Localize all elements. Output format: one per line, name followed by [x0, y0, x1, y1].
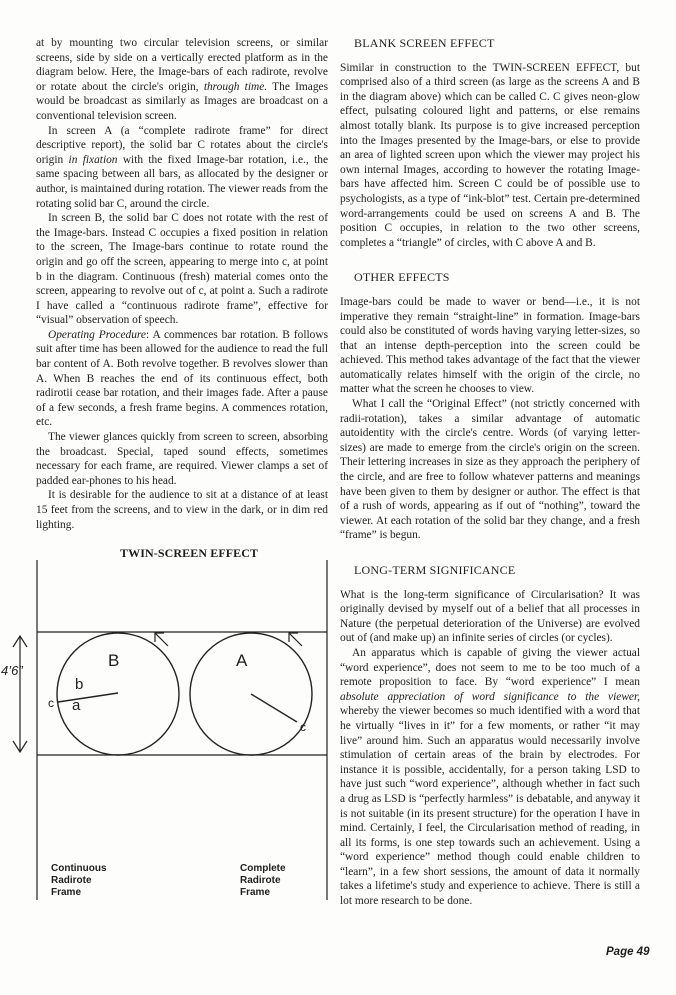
label-a-screen: A [236, 651, 248, 670]
left-column [36, 36, 328, 532]
section-heading: OTHER EFFECTS [354, 270, 450, 285]
section-heading: LONG-TERM SIGNIFICANCE [354, 563, 516, 577]
section-heading: BLANK SCREEN EFFECT [354, 36, 495, 50]
label-c-right: c [300, 720, 306, 734]
paragraph: An apparatus which is capable of giving the viewer actual “word experience”, does not seem to me to be too much of a remote proposition to face. By “word experience” I mean absolute appreciation of word significance to the viewer, whereby the viewer becomes so much identified with a word that he virtually “lives in it” for a few moments, or rather “it may live” around him. Such an apparatus would necessarily involve stimulation of certain areas of the brain by electrodes. For instance it is possible, accidentally, for a person taking LSD to have just such “word experience”, although whether in fact such a drug as LSD is “perfectly harmless” is debatable, and anyway it is not suitable (in its present structure) for the operation I have in mind. Certainly, I feel, the Circularisation method of reading, in all its forms, is one step towards such an achievement. Using a “word experience” method though could enable children to “learn”, in a few short sessions, the amount of data it normally takes a lifetime's study and experience to achieve. There is still a lot more research to be done. [340, 646, 640, 908]
paragraph: The viewer glances quickly from screen to screen, absorbing the broadcast. Special, taped sound effects, sometimes necessary for each frame, are required. Viewer clamps a set of padded ear-phones to his head. [36, 431, 328, 487]
caption-left: Continuous Radirote Frame [51, 863, 107, 898]
label-b-screen: B [108, 651, 120, 670]
diagram-drawing [0, 560, 340, 900]
height-label: 4’6” [1, 663, 23, 678]
right-column [340, 36, 640, 909]
diagram-title: TWIN-SCREEN EFFECT [120, 546, 259, 560]
label-point-a: a [72, 697, 81, 714]
paragraph: What I call the “Original Effect” (not strictly concerned with radii-rotation), takes a similar advantage of automatic autoidentity with the circle's centre. Words (of varying letter-sizes) are made to emerge from the circle's origin on the screen. Their lettering increases in size as they approach the periphery of the circle, and are free to follow whatever patterns and meanings have been given to them by designer or author. The effect is that of a rush of words, appearing as if out of “nothing”, toward the viewer. At each rotation of the solid bar they change, and a fresh “frame” is begun. [340, 398, 640, 542]
paragraph: at by mounting two circular television screens, or similar screens, side by side on a vertically erected platform as in the diagram below. Here, the Image-bars of each radirote, revolve or rotate about the circle's origin, through time. The Images would be broadcast as similarly as Images are broadcast on a conventional television screen. [36, 37, 328, 122]
paragraph: In screen A (a “complete radirote frame” for direct descriptive report), the solid bar C rotates about the circle's origin in fixation with the fixed Image-bar rotation, i.e., the same spacing between all bars, as allocated by the designer or author, is maintained during rotation. The viewer reads from the rotating solid bar C, around the circle. [36, 124, 329, 210]
paragraph: Operating Procedure: A commences bar rotation. B follows suit after time has been allowed for the audience to read the full bar content of A. Both revolve together. B revolves slower than A. When B reaches the end of its continuous effect, both radirotii cease bar rotation, and their images fade. After a pause of a few seconds, a fresh frame begins. A commences rotation, etc. [36, 328, 329, 429]
caption-right: Complete Radirote Frame [240, 863, 286, 898]
paragraph: Similar in construction to the TWIN-SCREEN EFFECT, but comprised also of a third screen (as large as the screens A and B in the diagram above) which can be called C. C gives neon-glow effect, pulsating coloured light and patterns, or else remains almost totally blank. Its purpose is to give increased perception into the Images presented by the Image-bars, or else to provide an area of lighted screen upon which the viewer may project his own internal Images, according to however the rotating Image-bars have affected him. Screen C could be of possible use to psychologists, as a type of “ink-blot” test. Certain pre-determined word-arrangements could be used on screens A and B. The position C occupies, in relation to the two other screens, completes a “triangle” of circles, with C above A and B. [340, 61, 640, 249]
page-number: Page 49 [606, 946, 650, 958]
paragraph: It is desirable for the audience to sit at a distance of at least 15 feet from the screens, and to view in the dark, or in dim red lighting. [36, 489, 328, 531]
label-point-b: b [75, 676, 84, 693]
label-c-left: c [48, 696, 54, 710]
paragraph: Image-bars could be made to waver or bend—i.e., it is not imperative they remain “straight-line” in formation. Image-bars could also be constituted of words having varying letter-sizes, so that an intense depth-perception into the screen could be achieved. This method takes advantage of the fact that the viewer automatically relates himself with the origin of the circle, no matter what the screen he chooses to view. [340, 295, 640, 396]
paragraph: In screen B, the solid bar C does not rotate with the rest of the Image-bars. Instead C occupies a fixed position in relation to the screen, The Image-bars continue to rotate round the origin and go off the screen, appearing to merge into c, at point b in the diagram. Continuous (fresh) material comes onto the screen, appearing to revolve out of c, at point a. Such a radirote I have called a “continuous radirote frame”, effective for “visual” observation of speech. [36, 212, 328, 327]
paragraph: What is the long-term significance of Circularisation? It was originally devised by myself out of a belief that all processes in Nature (the perpetual deterioration of the Universe) are evolved out of (and make up) an infinite series of circles (or cycles). [340, 588, 640, 645]
